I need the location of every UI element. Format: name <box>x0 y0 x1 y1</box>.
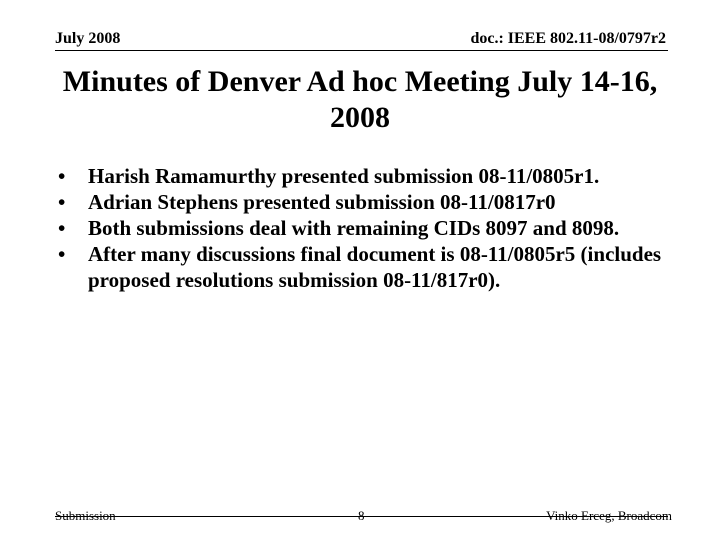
bullet-item <box>58 163 673 189</box>
bullet-dot-icon: • <box>58 190 66 214</box>
bullet-item <box>58 215 673 241</box>
bullet-item <box>58 241 673 293</box>
header-date: July 2008 <box>55 30 121 47</box>
bullet-text: Both submissions deal with remaining CIDs 8097 and 8098. <box>88 216 620 240</box>
header-doc-id: doc.: IEEE 802.11-08/0797r2 <box>470 30 666 47</box>
bullet-dot-icon: • <box>58 216 66 240</box>
bullet-text: Harish Ramamurthy presented submission 08-11/0805r1. <box>88 164 600 188</box>
slide-title: Minutes of Denver Ad hoc Meeting July 14-16, 2008 <box>62 65 658 134</box>
bullet-text: Adrian Stephens presented submission 08-11/0817r0 <box>88 190 556 214</box>
header-divider <box>55 50 668 51</box>
bullet-list <box>58 163 673 293</box>
bullet-item <box>58 189 673 215</box>
footer-author: Vinko Erceg, Broadcom <box>546 508 672 523</box>
bullet-text: After many discussions final document is 08-11/0805r5 (includes proposed resolutions submission 08-11/817r0). <box>88 242 662 292</box>
bullet-dot-icon: • <box>58 242 66 266</box>
page-number: 8 <box>358 508 365 523</box>
bullet-dot-icon: • <box>58 164 66 188</box>
footer-submission: Submission <box>55 508 116 523</box>
